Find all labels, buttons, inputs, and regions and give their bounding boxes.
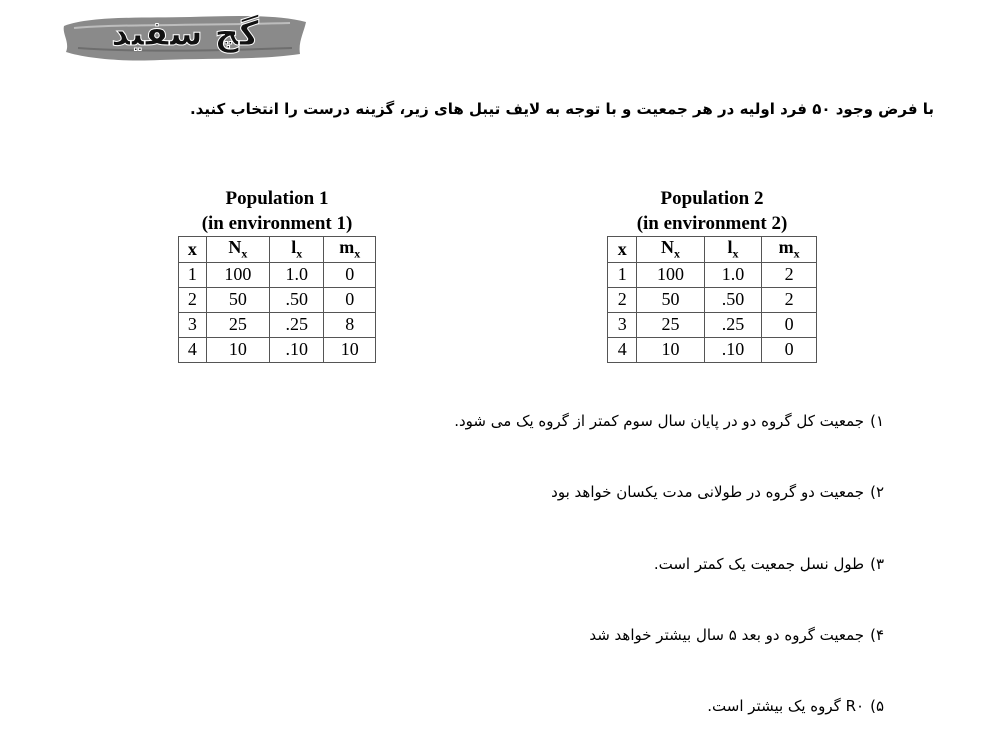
cell: 2 — [762, 262, 817, 287]
option-text: جمعیت گروه دو بعد ۵ سال بیشتر خواهد شد — [589, 626, 865, 644]
option-text: R۰ گروه یک بیشتر است. — [707, 697, 865, 715]
table-title-line1: Population 1 — [225, 188, 329, 209]
header-mx: $m_x$ — [324, 237, 376, 263]
option-2 — [551, 483, 884, 501]
header-mx: $m_x$ — [762, 237, 817, 263]
cell: .10 — [704, 337, 762, 362]
table-row — [608, 287, 817, 312]
logo — [60, 8, 310, 68]
cell: 100 — [206, 262, 269, 287]
table-row — [179, 287, 376, 312]
cell: 25 — [206, 312, 269, 337]
logo-text: گچ سفید — [111, 14, 259, 54]
table-header-row — [179, 237, 376, 263]
cell: 4 — [608, 337, 637, 362]
option-3 — [654, 555, 884, 573]
cell: 0 — [762, 337, 817, 362]
life-table — [607, 236, 817, 363]
cell: 1.0 — [704, 262, 762, 287]
table-row — [179, 337, 376, 362]
cell: 1 — [608, 262, 637, 287]
cell: 100 — [637, 262, 704, 287]
option-number: ۱) — [870, 412, 884, 430]
table-row — [608, 262, 817, 287]
option-text: جمعیت کل گروه دو در پایان سال سوم کمتر از گروه یک می شود. — [454, 412, 865, 430]
option-5 — [707, 697, 884, 715]
table-row — [608, 312, 817, 337]
table-row — [608, 337, 817, 362]
cell: 1 — [179, 262, 207, 287]
cell: 0 — [762, 312, 817, 337]
cell: 10 — [637, 337, 704, 362]
option-text: جمعیت دو گروه در طولانی مدت یکسان خواهد بود — [551, 483, 865, 501]
population-1-table-block — [178, 186, 376, 363]
table-title-line2: (in environment 1) — [201, 213, 353, 234]
header-nx: $N_x$ — [637, 237, 704, 263]
cell: 2 — [608, 287, 637, 312]
header-x: x — [608, 237, 637, 263]
table-row — [179, 262, 376, 287]
cell: 8 — [324, 312, 376, 337]
option-1 — [454, 412, 884, 430]
cell: 50 — [206, 287, 269, 312]
table-title-line2: (in environment 2) — [636, 213, 788, 234]
cell: .50 — [270, 287, 324, 312]
option-number: ۳) — [870, 555, 884, 573]
cell: 2 — [762, 287, 817, 312]
header-lx: $l_x$ — [704, 237, 762, 263]
cell: 1.0 — [270, 262, 324, 287]
header-x: x — [179, 237, 207, 263]
cell: .25 — [270, 312, 324, 337]
cell: 2 — [179, 287, 207, 312]
question-text: با فرض وجود ۵۰ فرد اولیه در هر جمعیت و با توجه به لایف تیبل های زیر، گزینه درست را انتخاب کنید. — [189, 100, 934, 118]
option-number: ۵) — [870, 697, 884, 715]
cell: 3 — [608, 312, 637, 337]
cell: 0 — [324, 262, 376, 287]
cell: 10 — [324, 337, 376, 362]
cell: 10 — [206, 337, 269, 362]
option-number: ۴) — [870, 626, 884, 644]
cell: 0 — [324, 287, 376, 312]
header-nx: $N_x$ — [206, 237, 269, 263]
table-row — [179, 312, 376, 337]
header-lx: $l_x$ — [270, 237, 324, 263]
table-header-row — [608, 237, 817, 263]
option-text: طول نسل جمعیت یک کمتر است. — [653, 555, 865, 573]
cell: .10 — [270, 337, 324, 362]
cell: 4 — [179, 337, 207, 362]
cell: .50 — [704, 287, 762, 312]
life-table — [178, 236, 376, 363]
cell: 25 — [637, 312, 704, 337]
table-title-line1: Population 2 — [660, 188, 764, 209]
option-number: ۲) — [870, 483, 884, 501]
option-4 — [589, 626, 884, 644]
cell: .25 — [704, 312, 762, 337]
population-2-table-block — [607, 186, 817, 363]
cell: 3 — [179, 312, 207, 337]
cell: 50 — [637, 287, 704, 312]
